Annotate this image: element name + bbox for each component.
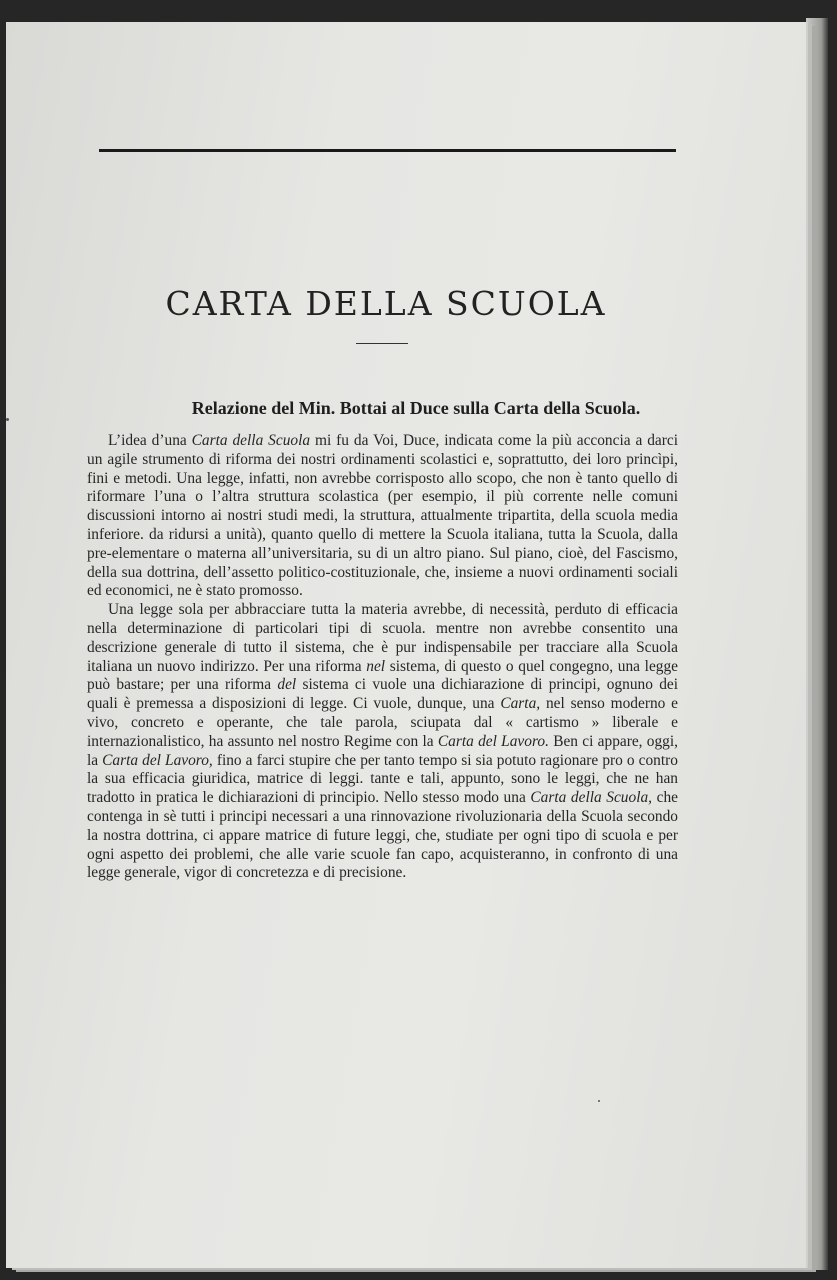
text-run: fino a farci stupire che per tanto tempo si sia potuto ragionare pro o contro la sua efficacia giuridica, matrice di leggi. tante e tali, appunto, sono le leggi, che ne han tradotto in pratica le dichiarazioni di principio. Nello stesso modo una (87, 751, 678, 807)
paper-speck (598, 1100, 600, 1102)
text-run: Ben ci appare, oggi, la (87, 732, 679, 769)
text-run: nel senso moderno e vivo, concreto e operante, che tale parola, sciupata dal « cartismo » liberale e internazionalistico, ha assunto nel nostro Regime con la (87, 695, 678, 750)
text-run: L’idea d’una (108, 432, 192, 449)
document-page (6, 22, 806, 1268)
paper-speck (6, 418, 9, 421)
italic-text-run: Carta della Scuola (191, 432, 311, 449)
paragraph (87, 601, 678, 883)
section-subtitle: Relazione del Min. Bottai al Duce sulla Carta della Scuola. (191, 398, 641, 418)
title-underline (356, 343, 408, 344)
italic-text-run: Carta del Lavoro. (437, 732, 549, 750)
italic-text-run: Carta della Scuola, (530, 789, 653, 807)
italic-text-run: nel (366, 657, 386, 675)
text-run: Una legge sola per abbracciare tutta la materia avrebbe, di necessità, perduto di efficacia nella determinazione di particolari tipi di scuola. mentre non avrebbe consentito una descrizione generale di tutto il sistema, che è pur indispensabile per tracciare alla Scuola italiana un nuovo indirizzo. Per una riforma (87, 601, 678, 675)
paragraph (87, 432, 678, 601)
page-title: CARTA DELLA SCUOLA (165, 284, 607, 323)
body-text (87, 432, 678, 883)
page-edge-stack (806, 18, 828, 1270)
text-run: sistema ci vuole una dichiarazione di principi, ognuno dei quali è premessa a disposizioni di legge. Ci vuole, dunque, una (87, 676, 678, 713)
italic-text-run: Carta del Lavoro, (102, 751, 213, 769)
text-run: che contenga in sè tutti i principi necessari a una rinnovazione rivoluzionaria della Scuola secondo la nostra dottrina, ci appare matrice di future leggi, che, studiate per ogni tipo di scuola e per ogni aspetto dei problemi, che alle varie scuole fan capo, acquisteranno, in confronto di una legge generale, vigor di concretezza e di precisione. (87, 789, 678, 882)
italic-text-run: del (277, 676, 297, 694)
text-run: mi fu da Voi, Duce, indicata come la più acconcia a darci un agile strumento di riforma dei nostri ordinamenti scolastici e, soprattutto, dei loro princìpi, fini e metodi. Una legge, infatti, non avrebbe corrisposto allo scopo, che non è tanto quello di riformare l’una o l’altra struttura scolastica (per esempio, il più corrente nelle comuni discussioni intorno ai nostri studi medi, la struttura, attualmente tripartita, della scuola media inferiore. da ridursi a unità), quanto quello di mettere la Scuola italiana, tutta la Scuola, dalla pre-elementare o materna all’universitaria, su di un altro piano. Sul piano, cioè, del Fascismo, della sua dottrina, dell’assetto politico-costituzionale, che, insieme a nuovi ordinamenti sociali ed economici, ne è stato promosso. (87, 432, 678, 600)
italic-text-run: Carta, (500, 695, 541, 713)
text-run: sistema, di questo o quel congegno, una legge può bastare; per una riforma (87, 657, 679, 694)
top-rule (99, 149, 676, 152)
